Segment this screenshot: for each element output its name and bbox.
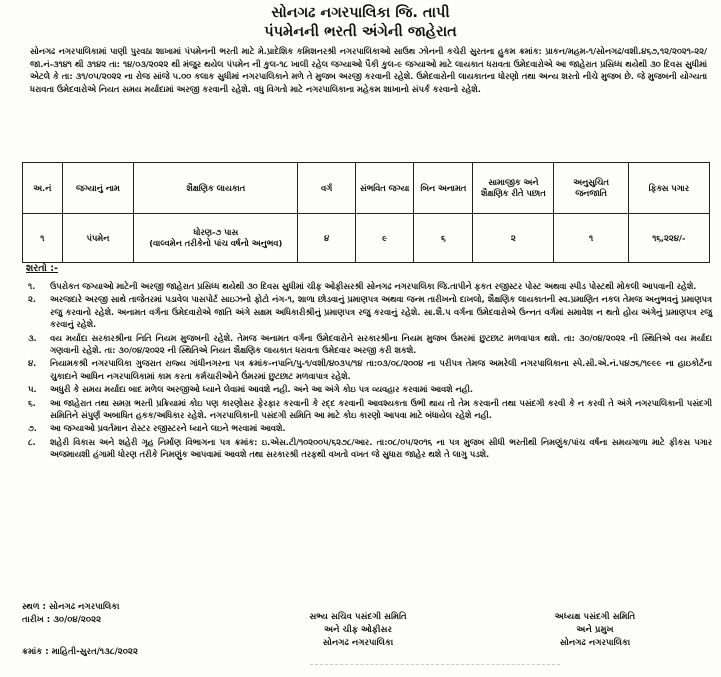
condition-number: ૨. (28, 294, 37, 305)
col-header-qualification: શૈક્ષણિક લાયકાત (134, 163, 298, 214)
condition-text: અરજદારે અરજી સાથે તાજેતરમાં પડાવેલ પાસપોર્ટ સાઇઝનો ફોટો નંગ-૧, શાળા છોડવાનું પ્રમાણપત્ર અથવા જન્મ તારીખનો દાખલો, શૈક્ષણિક લાયકાતની સ્વ.પ્રમાણિત નકલ તેમજ અનુભવનું પ્રમાણપત્ર રજુ કરવાનો રહેશે. અનામત વર્ગના ઉમેદવારોએ જાતિ અંગે સક્ષમ અધિકારીશ્રીનું પ્રમાણપત્ર રજુ કરવાનું રહેશે. સા.શૈ.પ વર્ગના ઉમેદવારોએ ઉન્નત વર્ગમાં સમાવેશ ન થતો હોય અંગેનું પ્રમાણપત્ર રજુ કરવાનું રહેશે. (50, 294, 712, 330)
bottom-divider (310, 664, 560, 675)
list-item (22, 397, 712, 422)
vacancy-table-header-row (23, 163, 710, 214)
cell-general: ૬ (414, 214, 473, 263)
conditions-list (22, 280, 712, 462)
condition-number: ૬. (28, 397, 36, 408)
footer-right-line3: સોનગઢ નગરપાલિકા (559, 638, 631, 648)
cell-total: ૯ (355, 214, 414, 263)
list-item (22, 280, 712, 292)
list-item (22, 332, 712, 357)
condition-text: નિયામકશ્રી નગરપાલિકા ગુજરાત રાજ્ય ગાંધીનગરના પત્ર ક્રમાંક-નપાનિ/પુ-૧/વશી/૪૦૩૫/૧૪ તા:૦૩/૦૮/૨૦૦૪ ના પરીપત્ર તેમજ અમરેલી નગરપાલિકાના સ્પે.સી.એ.નં.૫૪૭૬/૧૯૯૯ ના હાઇકોર્ટના ચુકાદાને આધિન નગરપાલિકામાં કામ કરતા કર્મચારીઓને ઉંમરમાં છુટછાટ મળવાપાત્ર રહેશે. (50, 358, 712, 381)
condition-number: ૫. (28, 384, 37, 395)
condition-number: ૪. (28, 358, 37, 369)
qualification-line2: (વાલ્વમેન તરીકેનો પાંચ વર્ષનો અનુભવ) (149, 238, 283, 248)
col-header-st: અનુસુચિત જનજાતિ (554, 163, 628, 214)
condition-text: શહેરી વિકાસ અને શહેરી ગૃહ નિર્માણ વિભાગના પત્ર ક્રમાંક: ઇ.એસ.ટી/૧૦૨૦૦૫/૬૨૭૮/આર. તા:૦૮/૦૫/૨૦૧૬ ના પત્ર મુજબ સીધી ભરતીથી નિમણુંક/પાંચ વર્ષના સમયગાળા માટે ફીકસ પગાર અજમાયશી હંગામી ધોરણ તરીકે નિમણુંક આપવામાં આવશે તથા સરકારશ્રી તરફથી વખતો વખત જે સુધારા જાહેર થશે તે લાગુ પડશે. (50, 436, 712, 460)
col-header-class: વર્ગ (298, 163, 355, 214)
condition-number: ૧. (28, 281, 36, 291)
list-item (22, 383, 712, 395)
notice-title-recruitment: પંપમેનની ભરતી અંગેની જાહેરાત (264, 24, 457, 40)
condition-number: ૩. (28, 332, 37, 343)
footer-member-secretary (258, 611, 458, 650)
footer-place: સ્થળ : સોનગઢ નગરપાલિકા (22, 602, 120, 612)
condition-text: આ જાહેરાત તથા સમગ્ર ભરતી પ્રક્રિયામાં કોઇ પણ કારણોસર ફેરફાર કરવાની કે રદ્દ કરવાની આવશ્યકતા ઉભી થાય તો તેમ કરવાની તથા પસંદગી કરવી કે ન કરવી તે અંગે નગરપાલિકાની પસંદગી સમિતિને સંપુર્ણ અબાધિત હકક/અધિકાર રહેશે. નગરપાલિકાની પસંદગી સમિતિ આ માટે કોઇ કારણો આપવા માટે બંધાયેલ રહેશે નહી. (50, 397, 712, 421)
footer-mid-line1: સભ્ય સચિવ પસંદગી સમિતિ (309, 612, 407, 622)
footer-place-date (22, 601, 222, 627)
condition-text: અધુરી કે સમય મર્યાદા બાદ મળેલ અરજીઓ ધ્યાને લેવામાં આવશે નહી. અને આ અંગે કોઇ પત્ર વ્યવહાર કરવામાં આવશે નહી. (50, 384, 474, 395)
notice-title-municipality: સોનગઢ નગરપાલિકા જિ. તાપી (271, 5, 450, 21)
condition-number: ૮. (28, 436, 36, 447)
condition-text: ઉપરોકત જગ્યાઓ માટેની અરજી જાહેરાત પ્રસિધ્ધ થયેથી ૩૦ દિવસ સુધીમાં ચીફ ઓફીસરશ્રી સોનગઢ નગરપાલિકા જિ.તાપીને ફકત રજીસ્ટર પોસ્ટ અથવા સ્પીડ પોસ્ટથી મોકલી આપવાની રહેશે. (50, 281, 697, 291)
footer-chairman (490, 611, 700, 650)
footer-date: તારીખ : ૩૦/૦૪/૨૦૨૨ (22, 615, 102, 625)
col-header-sr: અ.નં (23, 163, 63, 214)
footer-right-line1: અધ્યક્ષ પસંદગી સમિતિ (554, 612, 636, 622)
condition-text: આ જગ્યાઓ પ્રવર્તમાન રોસ્ટર રજીસ્ટરને ધ્યાને લઇને ભરવામાં આવશે. (50, 423, 286, 434)
vacancy-table (22, 162, 710, 263)
col-header-general: બિન અનામત (414, 163, 473, 214)
condition-number: ૭. (28, 423, 37, 434)
col-header-pay: ફિક્સ પગાર (628, 163, 709, 214)
cell-sr: ૧ (23, 214, 63, 263)
col-header-total: સંભવિત જગ્યા (355, 163, 414, 214)
conditions-heading: શરતો :- (26, 263, 58, 274)
list-item (22, 422, 712, 434)
cell-sebc: ૨ (473, 214, 554, 263)
table-row (23, 214, 710, 263)
list-item (22, 436, 712, 461)
qualification-line1: ધોરણ-૭ પાસ (193, 227, 239, 237)
cell-st: ૧ (554, 214, 628, 263)
footer-right-line2: અને પ્રમુખ (576, 625, 614, 635)
cell-qualification (134, 214, 298, 263)
footer-mid-line3: સોનગઢ નગરપાલિકા (322, 638, 394, 648)
intro-paragraph: સોનગઢ નગરપાલિકામાં પાણી પુરવઠા શાખામાં પંપમેનની ભરતી માટે મે.પ્રાદેશિક કમિશનરશ્રી નગરપાલિકાઓ સાઉથ ઝોનની કચેરી સુરતના હુકમ ક્રમાંક: પ્રાકન/મહમ-૧/સોનગઢ/વશી.૪૬૭,૧૨/૨૦૨૧-૨૨/જા.નં-૩૧૪૧ થી ૩૧૪૨ તા: ૧૪/૦૩/૨૦૨૨ થી મંજુર થયેલ પંપમેન ની કુલ-૧૮ ખાલી રહેલ જગ્યાઓ પૈકી કુલ-૯ જગ્યાઓ માટે લાયકાત ધરાવતા ઉમેદવારોએ આ જાહેરાત પ્રસિધ્ધ થયેથી ૩૦ દિવસ સુધીમાં એટલે કે તા: ૩૧/૦૫/૨૦૨૨ ના રોજ સાંજે ૫.૦૦ કલાક સુધીમાં નગરપાલિકાને મળે તે મુજબ અરજી કરવાની રહેશે. ઉમેદવારોની લાયકાતના ધોરણો તથા અન્ય શરતો નીચે મુજબ છે. જે મુજબની યોગ્યતા ધરાવતા ઉમેદવારોએ નિયત સમય મર્યાદામાં અરજી કરવાની રહેશે. વધુ વિગતો માટે નગરપાલિકાના મહેકમ શાખાનો સંપર્ક કરવાનો રહેશે. (30, 46, 707, 94)
condition-text: વય મર્યાદા સરકારશ્રીના નિતિ નિયમ મુજબની રહેશે. તેમજ અનામત વર્ગના ઉમેદવારોને સરકારશ્રીના નિયમ મુજબ ઉંમરમાં છુટછાટ મળવાપાત્ર થશે. તા: ૩૦/૦૪/૨૦૨૨ ની સ્થિતિએ વય મર્યાદા ગણવાની રહેશે. તા: ૩૦/૦૪/૨૦૨૨ ની સ્થિતિએ નિયત શૈક્ષણિક લાયકાત ધરાવતા ઉમેદવાર અરજી કરી શકશે. (50, 332, 712, 356)
cell-post: પંપમેન (62, 214, 134, 263)
col-header-sebc: સામાજીક અને શૈક્ષણિક રીતે પછાત (473, 163, 554, 214)
cell-class: ૪ (298, 214, 355, 263)
list-item (22, 357, 712, 382)
footer-mid-line2: અને ચીફ ઓફીસર (324, 625, 392, 635)
footer-reference-number: ક્રમાંક : માહિતી-સુરત/૧૩૮/૨૦૨૨ (22, 647, 139, 657)
col-header-post: જગ્યાનું નામ (62, 163, 134, 214)
cell-pay: ૧૬,૨૨૪/- (628, 214, 709, 263)
list-item (22, 293, 712, 330)
notice-header (0, 0, 721, 42)
